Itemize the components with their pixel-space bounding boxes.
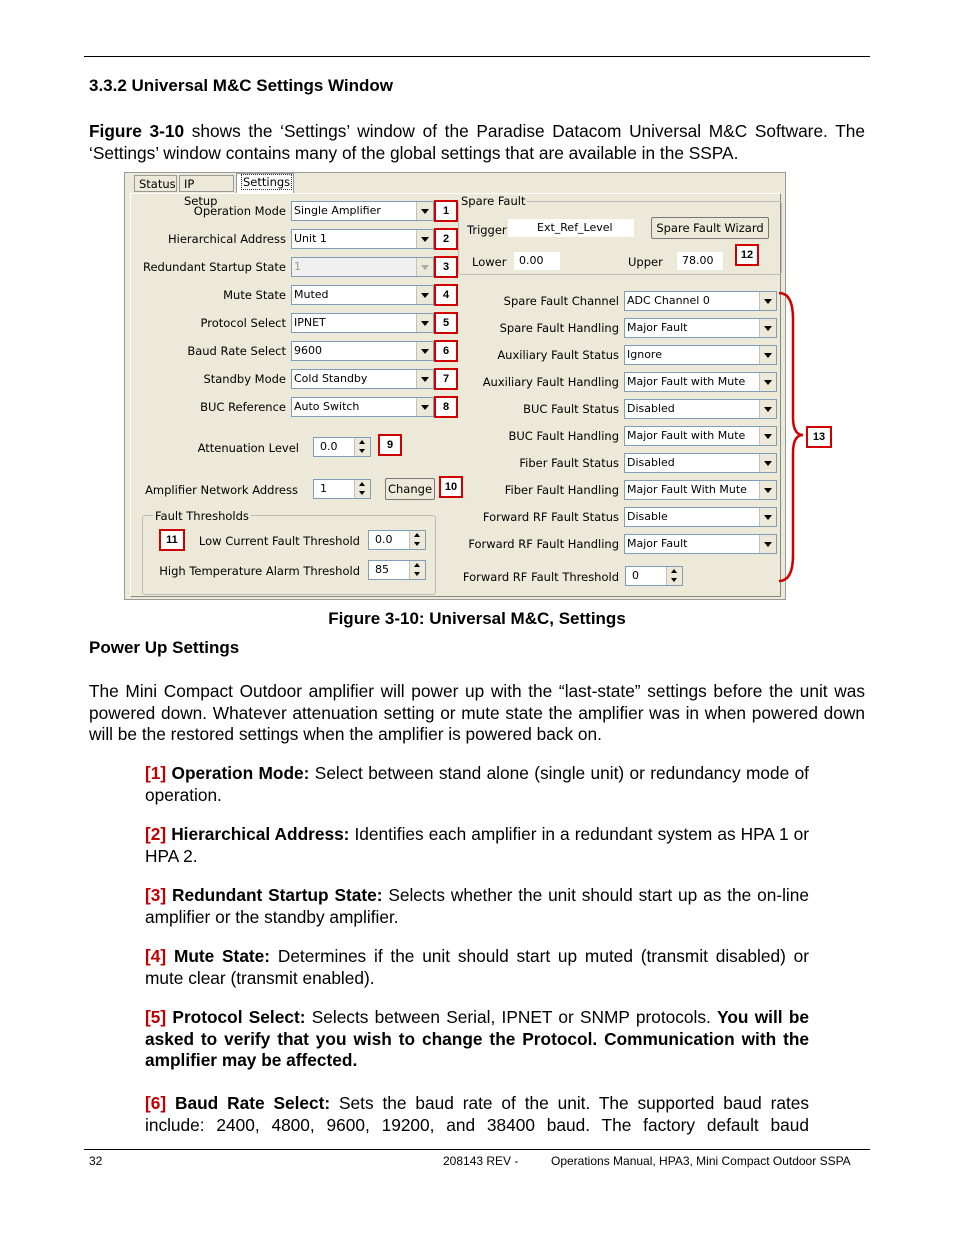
- chevron-down-icon[interactable]: [759, 346, 776, 364]
- item-6-paragraph: [145, 1093, 809, 1136]
- forward-rf-fault-handling-select[interactable]: [624, 534, 777, 554]
- item-1-paragraph: [145, 763, 809, 806]
- buc-reference-select[interactable]: [291, 397, 434, 417]
- chevron-down-icon[interactable]: [759, 292, 776, 310]
- item-number: 3: [150, 885, 161, 905]
- standby-mode-select[interactable]: [291, 369, 434, 389]
- redundant-startup-state-label: Redundant Startup State: [142, 260, 286, 274]
- select-value: Auto Switch: [294, 400, 360, 413]
- bracket-open: [: [145, 946, 151, 966]
- bracket-open: [: [145, 824, 151, 844]
- spin-arrows-icon[interactable]: [354, 480, 370, 498]
- item-term: Operation Mode:: [171, 763, 310, 783]
- select-value: Major Fault With Mute: [627, 483, 747, 496]
- select-value: Ignore: [627, 348, 662, 361]
- select-value: Muted: [294, 288, 329, 301]
- item-3-paragraph: [145, 885, 809, 928]
- item-term: Protocol Select:: [172, 1007, 306, 1027]
- item-number: 1: [150, 763, 161, 783]
- spare-fault-handling-label: Spare Fault Handling: [499, 321, 619, 335]
- chevron-down-icon[interactable]: [759, 481, 776, 499]
- buc-fault-status-label: BUC Fault Status: [523, 402, 619, 416]
- bracket-open: [: [145, 1007, 151, 1027]
- lower-field[interactable]: 0.00: [514, 252, 560, 270]
- badge-8: 8: [434, 396, 458, 418]
- item-warning: You will be asked to verify that you wish to change the Protocol. Communication with the amplifier may be affected.: [145, 1007, 809, 1070]
- buc-fault-handling-select[interactable]: [624, 426, 777, 446]
- badge-10: 10: [439, 476, 463, 498]
- bracket-close: ]: [160, 763, 172, 783]
- item-term: Baud Rate Select:: [175, 1093, 331, 1113]
- item-term: Redundant Startup State:: [172, 885, 383, 905]
- upper-label: Upper: [628, 255, 663, 269]
- figure-caption: Figure 3-10: Universal M&C, Settings: [328, 609, 626, 628]
- item-text: Determines if the unit should start up muted (transmit disabled) or mute clear (transmit enabled).: [145, 946, 810, 988]
- intro-paragraph: [89, 121, 865, 164]
- figure-reference: Figure 3-10: [89, 121, 185, 141]
- badge-12: 12: [735, 244, 759, 266]
- tab-status[interactable]: Status: [134, 175, 177, 192]
- select-value: Disabled: [627, 402, 675, 415]
- badge-5: 5: [434, 312, 458, 334]
- select-value: Major Fault with Mute: [627, 429, 746, 442]
- item-text: Sets the baud rate of the unit. The supported baud rates include: 2400, 4800, 9600, 19200, and 38400 baud. The factory default baud: [145, 1093, 809, 1135]
- standby-mode-label: Standby Mode: [203, 372, 286, 386]
- select-value: Disabled: [627, 456, 675, 469]
- fiber-fault-status-label: Fiber Fault Status: [519, 456, 619, 470]
- operation-mode-label: Operation Mode: [193, 204, 286, 218]
- spare-fault-wizard-button[interactable]: Spare Fault Wizard: [651, 217, 769, 239]
- select-value: IPNET: [294, 316, 326, 329]
- select-value: Major Fault: [627, 537, 688, 550]
- chevron-down-icon[interactable]: [759, 373, 776, 391]
- item-term: Hierarchical Address:: [171, 824, 350, 844]
- item-number: 4: [150, 946, 161, 966]
- power-up-heading: Power Up Settings: [89, 638, 240, 657]
- item-4-paragraph: [145, 946, 809, 989]
- fiber-fault-status-select[interactable]: [624, 453, 777, 473]
- header-rule: [84, 56, 870, 57]
- doc-title: Operations Manual, HPA3, Mini Compact Outdoor SSPA: [551, 1154, 851, 1168]
- low-current-label: Low Current Fault Threshold: [198, 534, 360, 548]
- mute-state-label: Mute State: [223, 288, 286, 302]
- trigger-label: Trigger: [467, 223, 507, 237]
- attenuation-label: Attenuation Level: [197, 441, 299, 455]
- item-text: Selects whether the unit should start up as the on-line amplifier or the standby amplifier.: [145, 885, 809, 927]
- badge-2: 2: [434, 228, 458, 250]
- badge-4: 4: [434, 284, 458, 306]
- bracket-close: ]: [160, 885, 173, 905]
- auxiliary-fault-status-label: Auxiliary Fault Status: [497, 348, 619, 362]
- network-address-spinner[interactable]: 1: [313, 479, 371, 499]
- item-text: Selects between Serial, IPNET or SNMP protocols.: [305, 1007, 718, 1027]
- badge-13: 13: [806, 426, 832, 448]
- intro-text: shows the ‘Settings’ window of the Paradise Datacom Universal M&C Software. The ‘Settings’ window contains many of the global settings that are available in the SSPA.: [89, 121, 865, 163]
- high-temp-label: High Temperature Alarm Threshold: [159, 564, 360, 578]
- hierarchical-address-select[interactable]: [291, 229, 434, 249]
- item-number: 5: [150, 1007, 161, 1027]
- bracket-close: ]: [160, 1093, 176, 1113]
- chevron-down-icon[interactable]: [759, 427, 776, 445]
- spare-fault-channel-label: Spare Fault Channel: [503, 294, 619, 308]
- chevron-down-icon[interactable]: [759, 454, 776, 472]
- select-value: Cold Standby: [294, 372, 368, 385]
- item-text: Select between stand alone (single unit) or redundancy mode of operation.: [145, 763, 809, 805]
- select-value: ADC Channel 0: [627, 294, 710, 307]
- forward-rf-fault-status-select[interactable]: [624, 507, 777, 527]
- select-value: Major Fault with Mute: [627, 375, 746, 388]
- badge-1: 1: [434, 200, 458, 222]
- baud-rate-select-select[interactable]: [291, 341, 434, 361]
- fault-thresholds-title: Fault Thresholds: [155, 509, 249, 523]
- trigger-field[interactable]: Ext_Ref_Level: [508, 219, 634, 237]
- chevron-down-icon[interactable]: [759, 319, 776, 337]
- buc-reference-label: BUC Reference: [200, 400, 286, 414]
- chevron-down-icon[interactable]: [416, 258, 433, 276]
- bracket-open: [: [145, 1093, 151, 1113]
- badge-3: 3: [434, 256, 458, 278]
- select-value: 9600: [294, 344, 322, 357]
- change-button[interactable]: Change: [385, 478, 435, 500]
- lower-label: Lower: [472, 255, 507, 269]
- bracket-icon: [775, 289, 805, 585]
- chevron-down-icon[interactable]: [416, 230, 433, 248]
- mute-state-select[interactable]: [291, 285, 434, 305]
- badge-11: 11: [159, 529, 185, 551]
- doc-number: 208143 REV -: [443, 1154, 519, 1168]
- bracket-open: [: [145, 763, 151, 783]
- badge-7: 7: [434, 368, 458, 390]
- auxiliary-fault-status-select[interactable]: [624, 345, 777, 365]
- bracket-close: ]: [160, 824, 172, 844]
- buc-fault-handling-label: BUC Fault Handling: [508, 429, 619, 443]
- bracket-close: ]: [160, 946, 174, 966]
- attenuation-spinner[interactable]: 0.0: [313, 437, 371, 457]
- spare-fault-channel-select[interactable]: [624, 291, 777, 311]
- tab-ip-setup[interactable]: IP Setup: [179, 175, 234, 192]
- upper-field[interactable]: 78.00: [677, 252, 723, 270]
- item-2-paragraph: [145, 824, 809, 867]
- select-value: Single Amplifier: [294, 204, 381, 217]
- baud-rate-select-label: Baud Rate Select: [187, 344, 286, 358]
- page-number: 32: [89, 1154, 103, 1168]
- high-temp-spinner[interactable]: 85: [368, 560, 426, 580]
- item-term: Mute State:: [173, 946, 271, 966]
- footer-rule: [84, 1149, 870, 1150]
- auxiliary-fault-handling-label: Auxiliary Fault Handling: [482, 375, 619, 389]
- section-title: 3.3.2 Universal M&C Settings Window: [89, 76, 394, 95]
- bracket-open: [: [145, 885, 151, 905]
- fault-thresholds-group: [142, 515, 436, 595]
- item-number: 2: [150, 824, 161, 844]
- bracket-close: ]: [160, 1007, 173, 1027]
- item-5-paragraph: [145, 1007, 809, 1072]
- select-value: Disable: [627, 510, 668, 523]
- buc-fault-status-select[interactable]: [624, 399, 777, 419]
- badge-9: 9: [378, 434, 402, 456]
- item-number: 6: [150, 1093, 161, 1113]
- fiber-fault-handling-label: Fiber Fault Handling: [504, 483, 619, 497]
- select-value: Major Fault: [627, 321, 688, 334]
- network-address-label: Amplifier Network Address: [145, 483, 298, 497]
- fiber-fault-handling-select[interactable]: [624, 480, 777, 500]
- auxiliary-fault-handling-select[interactable]: [624, 372, 777, 392]
- spare-fault-title: Spare Fault: [461, 194, 526, 208]
- chevron-down-icon[interactable]: [759, 535, 776, 553]
- power-up-paragraph: The Mini Compact Outdoor amplifier will power up with the “last-state” settings before the unit was powered down. Whatever attenuation setting or mute state the amplifier was in when powered down will be the restored settings when the amplifier is powered back on.: [89, 681, 865, 744]
- tab-settings[interactable]: Settings: [236, 173, 294, 193]
- rf-threshold-spinner[interactable]: 0: [625, 566, 683, 586]
- spin-arrows-icon[interactable]: [409, 561, 425, 579]
- protocol-select-select[interactable]: [291, 313, 434, 333]
- item-text: Identifies each amplifier in a redundant system as HPA 1 or HPA 2.: [145, 824, 810, 866]
- forward-rf-fault-handling-label: Forward RF Fault Handling: [468, 537, 619, 551]
- select-value: Unit 1: [294, 232, 327, 245]
- chevron-down-icon[interactable]: [416, 202, 433, 220]
- select-value: 1: [294, 260, 301, 273]
- spin-arrows-icon[interactable]: [354, 438, 370, 456]
- rf-threshold-label: Forward RF Fault Threshold: [462, 570, 619, 584]
- badge-6: 6: [434, 340, 458, 362]
- operation-mode-select[interactable]: [291, 201, 434, 221]
- protocol-select-label: Protocol Select: [200, 316, 286, 330]
- redundant-startup-state-select[interactable]: [291, 257, 434, 277]
- chevron-down-icon[interactable]: [759, 400, 776, 418]
- chevron-down-icon[interactable]: [759, 508, 776, 526]
- spin-arrows-icon[interactable]: [666, 567, 682, 585]
- spin-arrows-icon[interactable]: [409, 531, 425, 549]
- forward-rf-fault-status-label: Forward RF Fault Status: [482, 510, 619, 524]
- settings-window-screenshot: [124, 172, 826, 600]
- low-current-spinner[interactable]: 0.0: [368, 530, 426, 550]
- hierarchical-address-label: Hierarchical Address: [168, 232, 286, 246]
- spare-fault-handling-select[interactable]: [624, 318, 777, 338]
